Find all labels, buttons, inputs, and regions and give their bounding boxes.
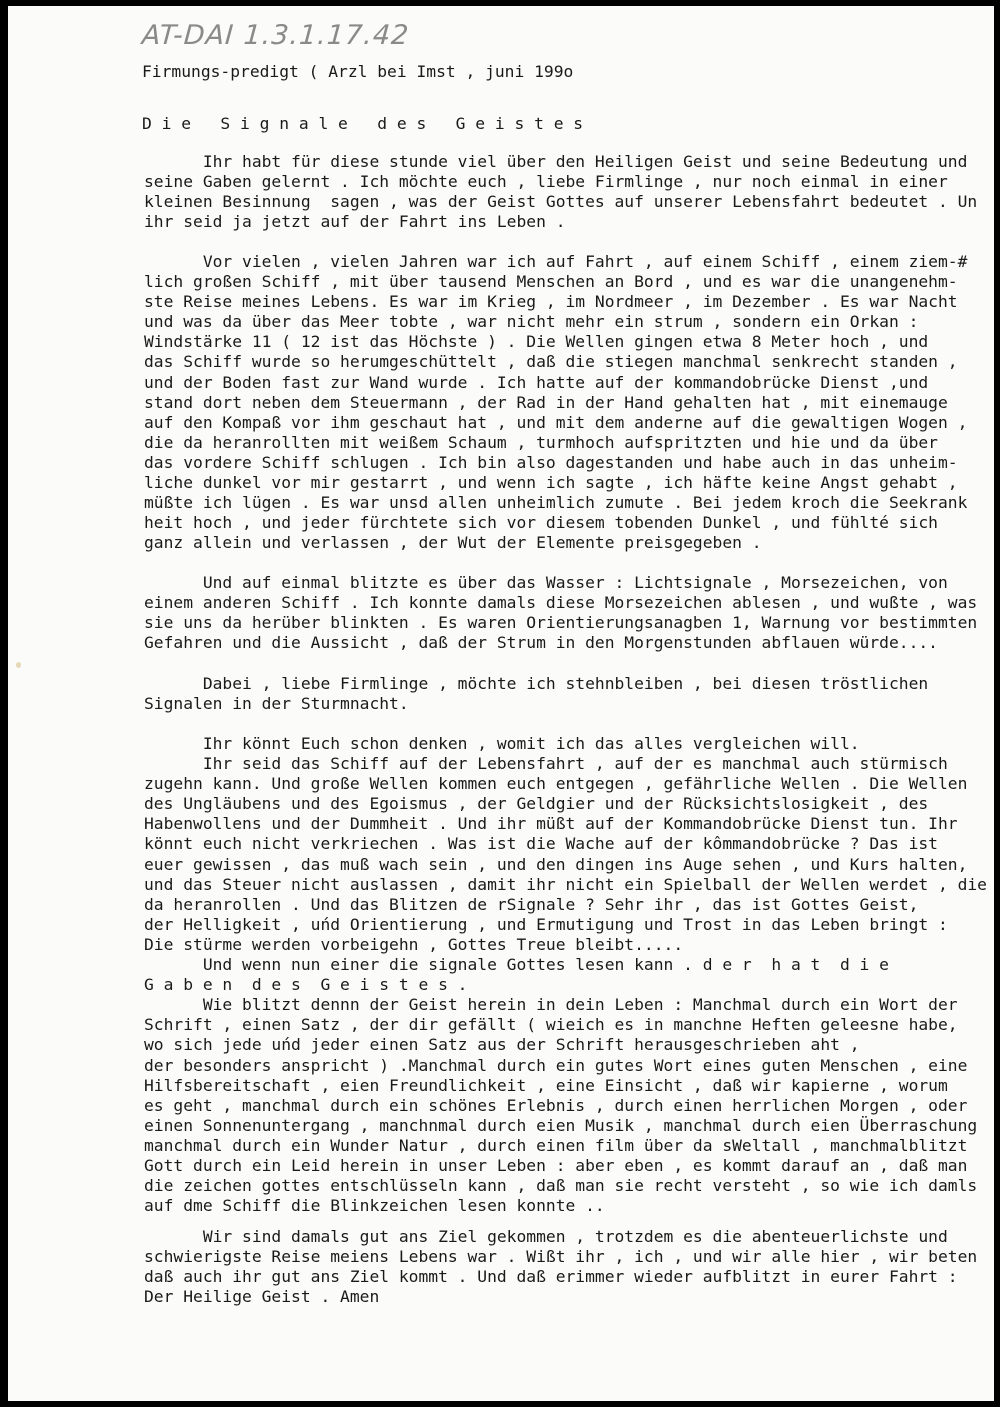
archive-number: AT-DAI 1.3.1.17.42 <box>140 20 411 51</box>
text-line: da heranrollen . Und das Blitzen de rSignale ? Sehr ihr , das ist Gottes Geist, <box>144 894 919 914</box>
text-line: Gefahren und die Aussicht , daß der Strum in den Morgenstunden abflauen würde.... <box>144 633 938 653</box>
text-line: das Schiff wurde so herumgeschüttelt , daß die stiegen manchmal senkrecht standen , <box>144 352 958 372</box>
text-line: daß auch ihr gut ans Ziel kommt . Und daß erimmer wieder aufblitzt in eurer Fahrt : <box>144 1267 958 1287</box>
text-line: Die stürme werden vorbeigehn , Gottes Treue bleibt..... <box>144 934 684 954</box>
text-line: könnt euch nicht verkriechen . Was ist die Wache auf der kômmandobrücke ? Das ist <box>144 834 938 854</box>
paragraph <box>144 152 977 232</box>
text-line: wo sich jede uńd jeder einen Satz aus der Schrift herausgeschrieben aht , <box>144 1035 860 1055</box>
text-line: die zeichen gottes entschlüsseln kann , daß man sie recht versteht , so wie ich damls <box>144 1176 978 1196</box>
text-line: sie uns da herüber blinkten . Es waren Orientierungsanagben 1, Warnung vor bestimmten <box>144 613 978 633</box>
text-line: müßte ich lügen . Es war unsd allen unheimlich zumute . Bei jedem kroch die Seekrank <box>144 493 968 513</box>
text-line: es geht , manchmal durch ein schönes Erlebnis , durch einen herrlichen Morgen , oder <box>144 1095 968 1115</box>
text-line: der Helligkeit , uńd Orientierung , und Ermutigung und Trost in das Leben bringt : <box>144 914 948 934</box>
text-line: Windstärke 11 ( 12 ist das Höchste ) . Die Wellen gingen etwa 8 Meter hoch , und <box>144 332 929 352</box>
text-line: einen Sonnenuntergang , manchnmal durch eien Musik , manchmal durch eien Überraschung <box>144 1115 978 1135</box>
paper-speck <box>16 662 21 668</box>
text-line: das vordere Schiff schlugen . Ich bin also dagestanden und habe auch in das unheim- <box>144 452 958 472</box>
text-line: einem anderen Schiff . Ich konnte damals diese Morsezeichen ablesen , und wußte , was <box>144 593 978 613</box>
text-line: auf dme Schiff die Blinkzeichen lesen konnte .. <box>144 1196 605 1216</box>
text-line: Gott durch ein Leid herein in unser Leben : aber eben , es kommt darauf an , daß man <box>144 1155 968 1175</box>
text-line: Wie blitzt dennn der Geist herein in dein Leben : Manchmal durch ein Wort der <box>144 995 958 1015</box>
paragraph <box>144 573 977 653</box>
text-line: ste Reise meines Lebens. Es war im Krieg , im Nordmeer , im Dezember . Es war Nacht <box>144 292 958 312</box>
text-line: Der Heilige Geist . Amen <box>144 1287 380 1307</box>
text-line: Ihr könnt Euch schon denken , womit ich das alles vergleichen will. <box>144 734 860 753</box>
text-line: die da heranrollten mit weißem Schaum , turmhoch aufspritzten und hie und da über <box>144 432 938 452</box>
text-line: Vor vielen , vielen Jahren war ich auf Fahrt , auf einem Schiff , einem ziem-# <box>144 252 968 271</box>
text-line: Ihr habt für diese stunde viel über den Heiligen Geist und seine Bedeutung und <box>144 152 968 171</box>
text-line: Schrift , einen Satz , der dir gefällt ( wieich es in manchne Heften geleesne habe, <box>144 1015 958 1035</box>
document-title: D i e S i g n a l e d e s G e i s t e s <box>142 114 584 133</box>
text-line: zugehn kann. Und große Wellen kommen euch entgegen , gefährliche Wellen . Die Wellen <box>144 774 968 794</box>
text-line: schwierigste Reise meiens Lebens war . Wißt ihr , ich , und wir alle hier , wir beten <box>144 1247 978 1267</box>
text-line: liche dunkel vor mir gestarrt , und wenn ich sagte , ich häfte keine Angst gehabt , <box>144 473 958 493</box>
text-line: kleinen Besinnung sagen , was der Geist Gottes auf unserer Lebensfahrt bedeutet . Un <box>144 192 978 212</box>
text-line: Dabei , liebe Firmlinge , möchte ich stehnbleiben , bei diesen tröstlichen <box>144 674 929 693</box>
text-line: Und wenn nun einer die signale Gottes lesen kann . d e r h a t d i e <box>144 955 889 975</box>
text-line: euer gewissen , das muß wach sein , und den dingen ins Auge sehen , und Kurs halten, <box>144 854 968 874</box>
text-line: manchmal durch ein Wunder Natur , durch einen film über da sWeltall , manchmalblitzt <box>144 1135 968 1155</box>
text-line: Signalen in der Sturmnacht. <box>144 694 409 714</box>
text-line: auf den Kompaß vor ihm geschaut hat , und mit dem anderne auf die gewaltigen Wogen , <box>144 412 968 432</box>
text-line: stand dort neben dem Steuermann , der Rad in der Hand gehalten hat , mit einemauge <box>144 392 948 412</box>
text-line: lich großen Schiff , mit über tausend Menschen an Bord , und es war die unangenehm- <box>144 272 958 292</box>
text-line: Hilfsbereitschaft , eien Freundlichkeit , eine Einsicht , daß wir kapierne , worum <box>144 1075 948 1095</box>
paragraph <box>144 734 987 1216</box>
document-header: Firmungs-predigt ( Arzl bei Imst , juni 199o <box>142 62 574 81</box>
paragraph <box>144 674 928 714</box>
text-line: G a b e n d e s G e i s t e s . <box>144 975 468 995</box>
text-line: Habenwollens und der Dummheit . Und ihr müßt auf der Kommandobrücke Dienst tun. Ihr <box>144 814 958 834</box>
text-line: und das Steuer nicht auslassen , damit ihr nicht ein Spielball der Wellen werdet , die <box>144 874 987 894</box>
text-line: ganz allein und verlassen , der Wut der Elemente preisgegeben . <box>144 533 762 553</box>
paragraph <box>144 252 967 553</box>
text-line: und was da über das Meer tobte , war nicht mehr ein strum , sondern ein Orkan : <box>144 312 919 332</box>
text-line: seine Gaben gelernt . Ich möchte euch , liebe Firmlinge , nur noch einmal in einer <box>144 172 948 192</box>
text-line: Und auf einmal blitzte es über das Wasser : Lichtsignale , Morsezeichen, von <box>144 573 948 592</box>
text-line: und der Boden fast zur Wand wurde . Ich hatte auf der kommandobrücke Dienst ,und <box>144 372 929 392</box>
text-line: Wir sind damals gut ans Ziel gekommen , trotzdem es die abenteuerlichste und <box>144 1227 948 1246</box>
text-line: Ihr seid das Schiff auf der Lebensfahrt , auf der es manchmal auch stürmisch <box>144 754 948 774</box>
text-line: ihr seid ja jetzt auf der Fahrt ins Leben . <box>144 212 566 232</box>
document-page <box>8 6 994 1401</box>
text-line: des Ungläubens und des Egoismus , der Geldgier und der Rücksichtslosigkeit , des <box>144 794 929 814</box>
text-line: der besonders anspricht ) .Manchmal durch ein gutes Wort eines guten Menschen , eine <box>144 1055 968 1075</box>
text-line: heit hoch , und jeder fürchtete sich vor diesem tobenden Dunkel , und fühlté sich <box>144 513 938 533</box>
paragraph <box>144 1227 977 1307</box>
